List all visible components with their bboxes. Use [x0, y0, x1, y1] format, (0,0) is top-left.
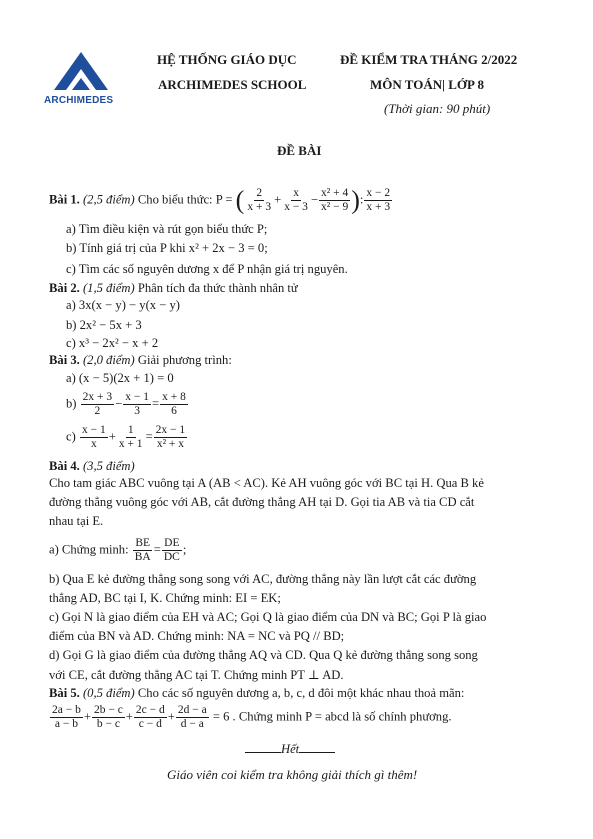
subject-grade: MÔN TOÁN| LỚP 8 [370, 77, 484, 92]
bai1-b: b) Tính giá trị của P khi x² + 2x − 3 = 0; [66, 241, 268, 255]
edu-system: HỆ THỐNG GIÁO DỤC [157, 52, 297, 67]
bai1-frac4: $\frac{x - 2}{x + 3}$ [366, 187, 391, 213]
bai4-d2: với CE, cắt đường thẳng AC tại T. Chứng minh PT ⊥ AD. [49, 668, 344, 682]
logo-text: ARCHIMEDES [44, 95, 114, 106]
exam-time: (Thời gian: 90 phút) [384, 101, 491, 116]
bai4-d1: d) Gọi G là giao điểm của đường thẳng AQ và CD. Qua Q kẻ đường thẳng song song [49, 648, 478, 662]
bai5-header: Bài 5. (0,5 điểm) Cho các số nguyên dương a, b, c, d đôi một khác nhau thoả mãn: [49, 686, 465, 700]
bai2-a: a) 3x(x − y) − y(x − y) [66, 298, 180, 312]
bai1-header: Bài 1. (2,5 điểm) Cho biểu thức: P = ( $\frac{2}{x + 3}$ + $\frac{x}{x - 3}$ − $\frac{\text{x² + 4}}{\text{x² − 9}}$ ): $\frac{x - 2}{x + 3}$ [49, 185, 391, 215]
bai1-c: c) Tìm các số nguyên dương x để P nhận giá trị nguyên. [66, 262, 348, 276]
bai4-b1: b) Qua E kẻ đường thẳng song song với AC, đường thẳng này lần lượt cắt các đường [49, 572, 477, 586]
bai1-frac2: $\frac{x}{x - 3}$ [284, 187, 308, 213]
bai3-c: c) $\frac{x - 1}{x}$ + $\frac{1}{x + 1}$ = $\frac{2x - 1}{\text{x² + x}}$ [66, 424, 186, 450]
page-title: ĐỀ BÀI [277, 143, 322, 158]
bai3-a: a) (x − 5)(2x + 1) = 0 [66, 371, 174, 385]
bai3-header: Bài 3. (2,0 điểm) Giải phương trình: [49, 353, 232, 367]
bai4-p1: Cho tam giác ABC vuông tại A (AB < AC). Kẻ AH vuông góc với BC tại H. Qua B kẻ [49, 476, 484, 490]
bai1-frac1: $\frac{2}{x + 3}$ [247, 187, 272, 213]
bai1-a: a) Tìm điều kiện và rút gọn biểu thức P; [66, 222, 268, 236]
bai2-header: Bài 2. (1,5 điểm) Phân tích đa thức thành nhân tử [49, 281, 298, 295]
end-marker: Hết [245, 742, 335, 757]
archimedes-logo-icon [52, 52, 110, 90]
bai1-frac3: $\frac{\text{x² + 4}}{\text{x² − 9}}$ [321, 187, 349, 213]
bai3-b: b) $\frac{2x + 3}{2}$ − $\frac{x - 1}{3}$ = $\frac{x + 8}{6}$ [66, 391, 186, 417]
bai4-b2: thẳng AD, BC tại I, K. Chứng minh: EI = EK; [49, 591, 281, 605]
bai2-c: c) x³ − 2x² − x + 2 [66, 336, 159, 350]
bai4-p3: nhau tại E. [49, 514, 104, 528]
bai4-c1: c) Gọi N là giao điểm của EH và AC; Gọi Q là giao điểm của DN và BC; Gọi P là giao [49, 610, 487, 624]
bai4-header: Bài 4. (3,5 điểm) [49, 459, 135, 473]
exam-title: ĐỀ KIỂM TRA THÁNG 2/2022 [340, 52, 518, 67]
school-logo [52, 52, 110, 90]
bai4-a: a) Chứng minh: $\frac{BE}{BA}$ = $\frac{DE}{DC}$ ; [49, 537, 187, 563]
bai4-c2: điểm của BN và AD. Chứng minh: NA = NC và PQ // BD; [49, 629, 345, 643]
bai5-equation: $\frac{2a - b}{a - b}$ + $\frac{2b - c}{b - c}$ + $\frac{2c - d}{c - d}$ + $\frac{2d - a}{d - a}$ = 6 . Chứng minh P = abcd là số chính phương. [52, 704, 452, 730]
teacher-note: Giáo viên coi kiểm tra không giải thích gì thêm! [167, 767, 418, 782]
school-name: ARCHIMEDES SCHOOL [158, 77, 307, 92]
bai4-p2: đường thẳng vuông góc với AB, cắt đường thẳng AH tại D. Gọi tia AB và tia CD cắt [49, 495, 475, 509]
bai2-b: b) 2x² − 5x + 3 [66, 318, 142, 332]
